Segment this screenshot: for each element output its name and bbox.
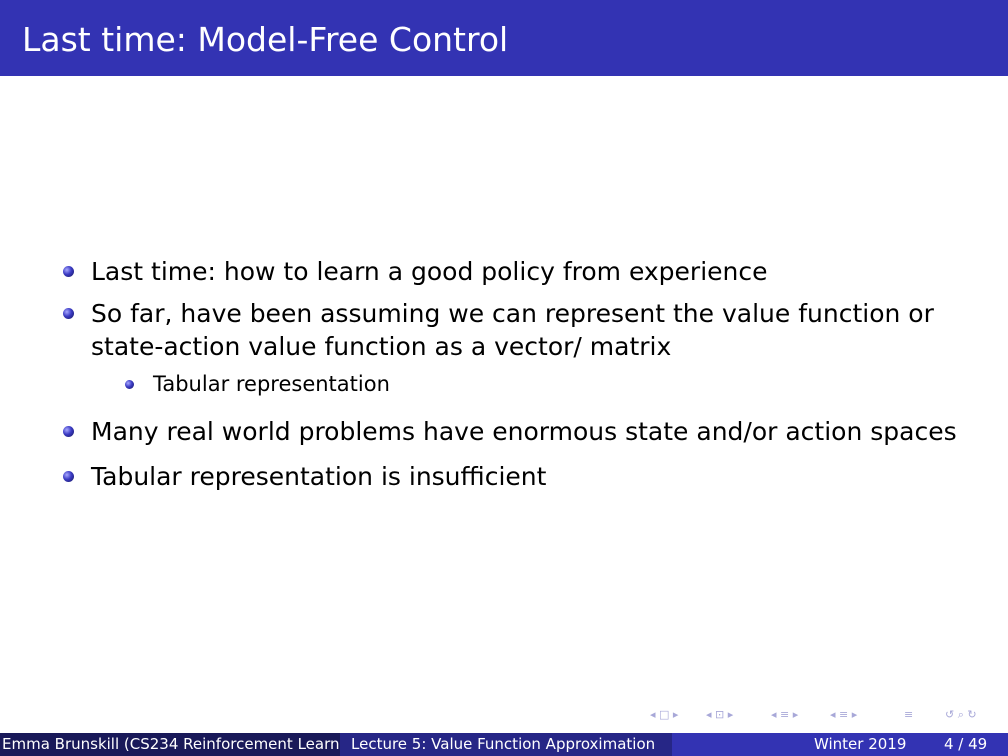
sub-bullet-icon: [125, 380, 134, 389]
sub-bullet-item: Tabular representation: [153, 372, 390, 396]
slide-title: Last time: Model-Free Control: [22, 20, 509, 59]
nav-frame-icon[interactable]: ◂ ⊡ ▸: [706, 708, 734, 721]
footer-lecture: Lecture 5: Value Function Approximation: [351, 735, 656, 753]
bullet-item: Last time: how to learn a good policy from experience: [91, 257, 768, 286]
footer-author: Emma Brunskill (CS234 Reinforcement Learn: [2, 735, 340, 753]
footer-page-number: 4 / 49: [944, 735, 988, 753]
nav-subsection-icon[interactable]: ◂ ≡ ▸: [830, 708, 858, 721]
bullet-icon: [63, 471, 74, 482]
bullet-icon: [63, 308, 74, 319]
footer-date-page-box: [672, 733, 1008, 756]
slide-footer: [0, 733, 1008, 756]
nav-first-prev-icon[interactable]: ◂ □ ▸: [650, 708, 679, 721]
bullet-item: Tabular representation is insufficient: [91, 462, 547, 491]
bullet-item-continuation: state-action value function as a vector/ matrix: [91, 332, 672, 361]
nav-section-icon[interactable]: ◂ ≡ ▸: [771, 708, 799, 721]
nav-search-icon[interactable]: ↺ ⌕ ↻: [945, 708, 977, 721]
bullet-icon: [63, 266, 74, 277]
footer-lecture-box: [340, 733, 672, 756]
footer-date: Winter 2019: [814, 735, 907, 753]
bullet-icon: [63, 426, 74, 437]
nav-align-icon[interactable]: ≡: [904, 708, 914, 721]
bullet-item: So far, have been assuming we can represent the value function or: [91, 299, 934, 328]
footer-author-box: [0, 733, 340, 756]
bullet-item: Many real world problems have enormous state and/or action spaces: [91, 417, 957, 446]
